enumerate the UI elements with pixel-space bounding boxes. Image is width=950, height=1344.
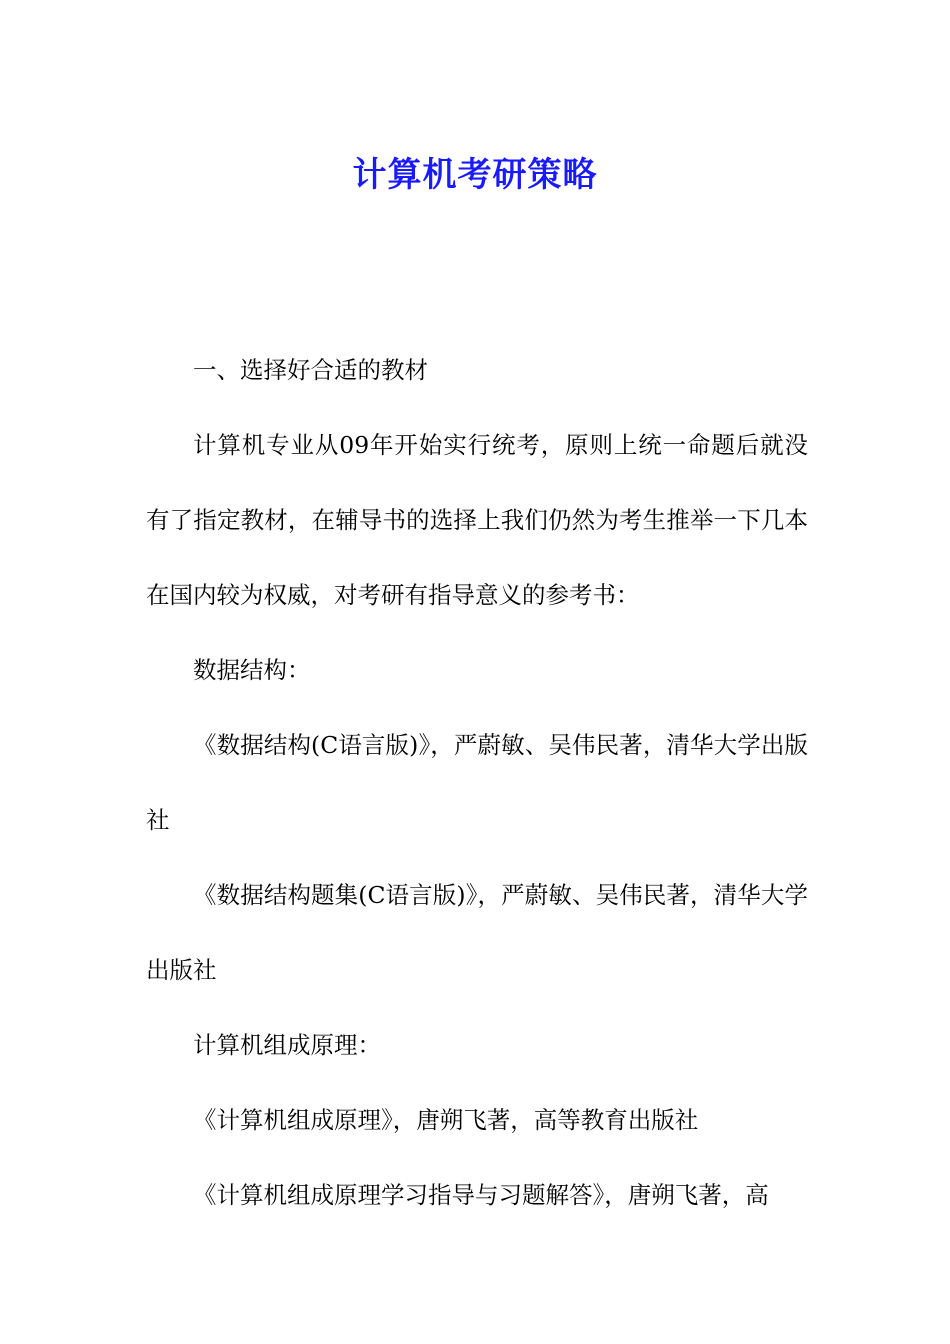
document-body <box>146 333 808 1233</box>
book-entry-data-structures: 《数据结构(C语言版)》，严蔚敏、吴伟民著，清华大学出版社 <box>146 731 808 834</box>
book-entry-computer-organization-guide: 《计算机组成原理学习指导与习题解答》，唐朔飞著，高 <box>193 1181 769 1209</box>
book-entry-computer-organization: 《计算机组成原理》，唐朔飞著，高等教育出版社 <box>193 1106 699 1134</box>
subheading-data-structures: 数据结构： <box>193 656 311 684</box>
document-title: 计算机考研策略 <box>352 154 598 195</box>
paragraph-intro: 计算机专业从09年开始实行统考，原则上统一命题后就没有了指定教材，在辅导书的选择上我们仍然为考生推举一下几本在国内较为权威，对考研有指导意义的参考书： <box>146 431 808 609</box>
book-entry-data-structures-exercises: 《数据结构题集(C语言版)》，严蔚敏、吴伟民著，清华大学出版社 <box>146 881 808 984</box>
subheading-computer-organization: 计算机组成原理： <box>193 1031 381 1059</box>
section-heading-textbooks: 一、选择好合适的教材 <box>193 356 428 384</box>
